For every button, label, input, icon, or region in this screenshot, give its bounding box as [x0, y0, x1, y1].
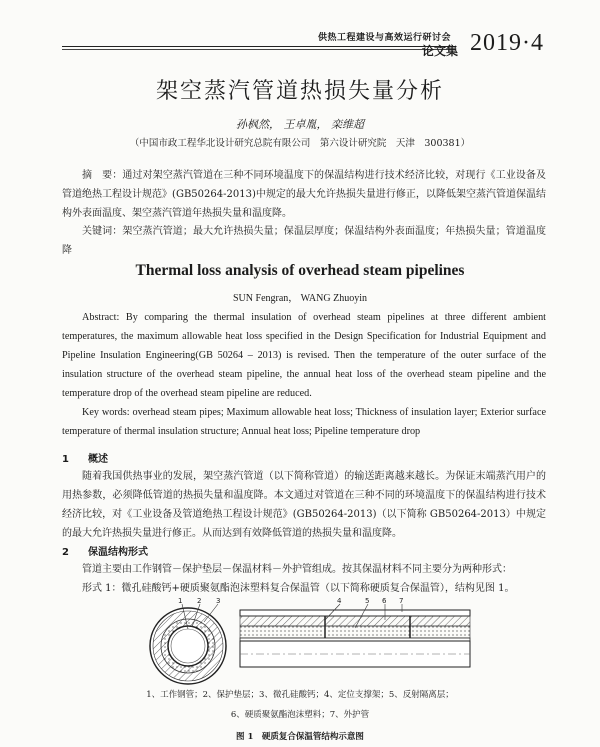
section-2-number: 2	[62, 547, 69, 558]
paper-title-en: Thermal loss analysis of overhead steam pipelines	[135, 262, 465, 279]
section-1-heading	[62, 450, 108, 465]
paper-title-cn: 架空蒸汽管道热损失量分析	[155, 79, 444, 104]
collection-label: 论文集	[422, 44, 459, 58]
pipe-cross-section	[150, 608, 226, 684]
callout-3: 3	[216, 598, 221, 605]
callout-7: 7	[399, 598, 404, 605]
authors-en: SUN Fengran， WANG Zhuoyin	[233, 293, 367, 304]
affiliation-cn: （中国市政工程华北设计研究总院有限公司 第六设计研究院 天津 300381）	[129, 138, 471, 149]
section-2-title: 保温结构形式	[88, 547, 148, 558]
header-rule-thin	[62, 49, 456, 50]
callout-4: 4	[337, 598, 342, 605]
authors-cn: 孙枫然， 王卓胤， 栾维超	[236, 118, 364, 131]
section-2-body-1: 管道主要由工作钢管－保护垫层－保温材料－外护管组成。按其保温材料不同主要分为两种形式：	[82, 564, 512, 575]
issue-number: 2019·4	[470, 30, 544, 56]
callout-6: 6	[382, 598, 387, 605]
section-1-title: 概述	[88, 454, 108, 465]
insulated-pipe-figure	[140, 598, 480, 686]
callout-labels	[178, 598, 403, 605]
section-1-body: 随着我国供热事业的发展，架空蒸汽管道（以下简称管道）的输送距离越来越长。为保证末端蒸汽用户的用热参数，必须降低管道的热损失量和温度降。本文通过对管道在三种不同的环境温度下的保温结构进行技术经济比较，对《工业设备及管道绝热工程设计规范》(GB50264-2013)（以下简称 GB50264-2013）中规定的最大允许热损失量进行修正。从而达到有效降低管道的热损失量和温度降。	[62, 471, 546, 539]
figure-caption: 图 1 硬质复合保温管结构示意图	[236, 732, 364, 742]
keywords-cn: 关键词：架空蒸汽管道；最大允许热损失量；保温层厚度；保温结构外表面温度；年热损失量；管道温度降	[62, 226, 546, 256]
header-rule	[62, 46, 456, 47]
conference-header: 供热工程建设与高效运行研讨会	[318, 33, 452, 43]
section-1-number: 1	[62, 454, 69, 465]
callout-5: 5	[365, 598, 370, 605]
section-2-body-2: 形式 1：微孔硅酸钙+硬质聚氨酯泡沫塑料复合保温管（以下简称硬质复合保温管），结构见图 1。	[82, 583, 515, 594]
callout-2: 2	[197, 598, 202, 605]
pipe-longitudinal-section	[240, 610, 470, 667]
callout-1: 1	[178, 598, 183, 605]
abstract-en: Abstract: By comparing the thermal insulation of overhead steam pipelines at three different ambient temperatures, the maximum allowable heat loss specified in the Design Specification for Industrial Equipment and Pipeline Insulation Engineering(GB 50264 – 2013) is revised. Then the temperature of the outer surface of the insulation structure of the overhead steam pipeline, the annual heat loss of the overhead steam pipeline and the temperature drop of the overhead steam pipeline are reduced.	[62, 312, 546, 399]
abstract-cn: 摘 要：通过对架空蒸汽管道在三种不同环境温度下的保温结构进行技术经济比较，对现行《工业设备及管道绝热工程设计规范》(GB50264-2013)中规定的最大允许热损失量进行修正，以降低架空蒸汽管道保温结构外表面温度、架空蒸汽管道年热损失量和温度降。	[62, 170, 546, 219]
figure-legend-line-1: 1、工作钢管；2、保护垫层；3、微孔硅酸钙；4、定位支撑架；5、反射隔离层；	[146, 690, 454, 700]
section-2-heading	[62, 543, 148, 558]
keywords-en: Key words: overhead steam pipes; Maximum allowable heat loss; Thickness of insulation layer; Exterior surface temperature of thermal insulation structure; Annual heat loss; Pipeline temperature drop	[62, 407, 546, 437]
figure-legend-line-2: 6、硬质聚氨酯泡沫塑料；7、外护管	[230, 710, 370, 720]
